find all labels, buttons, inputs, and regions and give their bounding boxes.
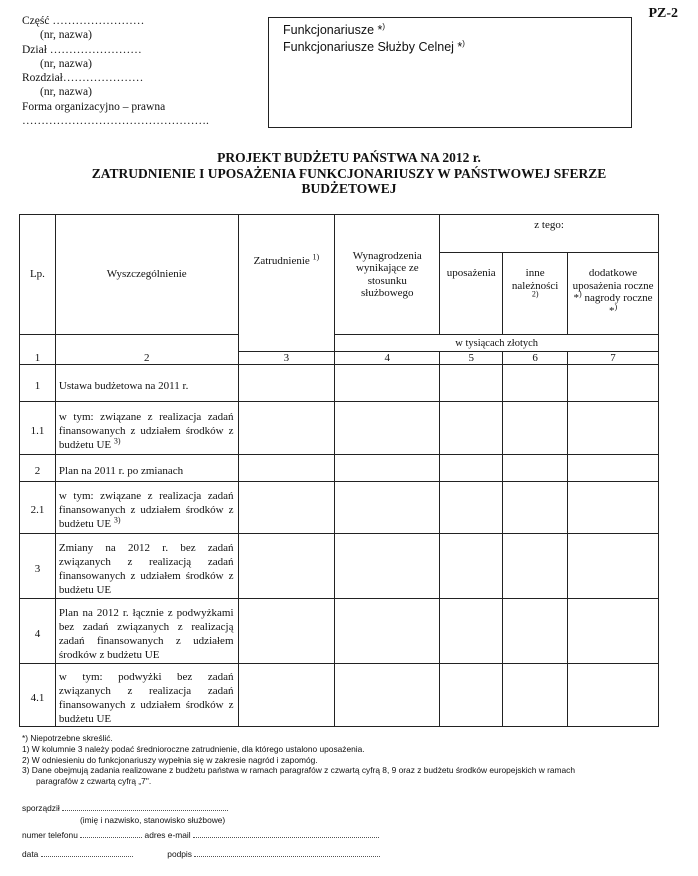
email-label: adres e-mail xyxy=(144,830,191,840)
row-description: Plan na 2012 r. łącznie z podwyżkami bez zadań związanych z realizacją zadań finansowanych z udziałem środków z budżetu UE xyxy=(55,599,238,664)
cell-employment[interactable] xyxy=(238,455,335,482)
header-description: Wyszczególnienie xyxy=(55,215,238,335)
forma-label: Forma organizacyjno – prawna xyxy=(22,100,166,113)
row-description: Ustawa budżetowa na 2011 r. xyxy=(55,365,238,402)
row-description: Zmiany na 2012 r. bez zadań związanych z realizacją zadań finansowanych z udziałem środków z budżetu UE xyxy=(55,534,238,599)
cell-salaries[interactable] xyxy=(335,365,440,402)
cell-salaries[interactable] xyxy=(335,664,440,727)
cell-employment[interactable] xyxy=(238,402,335,455)
cell-other-dues[interactable] xyxy=(503,365,568,402)
cell-annual-bonus[interactable] xyxy=(568,599,659,664)
col-number: 4 xyxy=(335,352,440,365)
dzial-field[interactable]: Dział …………………… xyxy=(22,43,142,56)
phone-field[interactable] xyxy=(80,837,142,838)
cell-annual-bonus[interactable] xyxy=(568,664,659,727)
row-description: w tym: związane z realizacja zadań finansowanych z udziałem środków z budżetu UE $^{3)}$ xyxy=(55,402,238,455)
header-of-which: z tego: xyxy=(440,215,659,253)
date-sign-line xyxy=(22,849,380,859)
rozdzial-field[interactable]: Rozdział………………… xyxy=(22,72,144,85)
header-annual-bonus: dodatkowe uposażenia roczne *) nagrody roczne *) xyxy=(568,253,659,335)
row-lp: 1.1 xyxy=(20,402,56,455)
table-row xyxy=(20,455,659,482)
prepared-by-field[interactable] xyxy=(62,810,228,811)
row-lp: 4 xyxy=(20,599,56,664)
row-description: w tym: związane z realizacja zadań finansowanych z udziałem środków z budżetu UE $^{3)}$ xyxy=(55,482,238,534)
cell-other-dues[interactable] xyxy=(503,599,568,664)
form-code: PZ-2 xyxy=(648,6,678,21)
cell-salaries[interactable] xyxy=(335,455,440,482)
cell-base-pay[interactable] xyxy=(440,599,503,664)
prepared-by-hint: (imię i nazwisko, stanowisko służbowe) xyxy=(80,815,226,825)
cell-employment[interactable] xyxy=(238,599,335,664)
header-employment: Zatrudnienie $^{1)}$ xyxy=(238,215,335,352)
table-row xyxy=(20,482,659,534)
title-line-2: ZATRUDNIENIE I UPOSAŻENIA FUNKCJONARIUSZY W PAŃSTWOWEJ SFERZE BUDŻETOWEJ xyxy=(91,165,607,196)
prepared-by-label: sporządził xyxy=(22,803,60,813)
cell-base-pay[interactable] xyxy=(440,534,503,599)
footnote: 2) W odniesieniu do funkcjonariuszy wypełnia się w zakresie nagród i zapomóg. xyxy=(22,754,318,765)
col-number: 2 xyxy=(55,352,238,365)
email-field[interactable] xyxy=(193,837,379,838)
column-numbers-row xyxy=(20,352,659,365)
cell-annual-bonus[interactable] xyxy=(568,365,659,402)
form-title xyxy=(0,150,698,197)
cell-employment[interactable] xyxy=(238,365,335,402)
row-lp: 4.1 xyxy=(20,664,56,727)
row-lp: 1 xyxy=(20,365,56,402)
rozdzial-hint: (nr, nazwa) xyxy=(40,86,92,99)
header-spacer-lp xyxy=(20,335,56,352)
header-spacer-desc xyxy=(55,335,238,352)
col-number: 5 xyxy=(440,352,503,365)
cell-salaries[interactable] xyxy=(335,482,440,534)
table-row xyxy=(20,599,659,664)
row-lp: 2 xyxy=(20,455,56,482)
category-officers[interactable]: Funkcjonariusze *) xyxy=(283,21,386,37)
phone-label: numer telefonu xyxy=(22,830,78,840)
cell-employment[interactable] xyxy=(238,482,335,534)
cell-employment[interactable] xyxy=(238,664,335,727)
cell-salaries[interactable] xyxy=(335,402,440,455)
table-row xyxy=(20,534,659,599)
prepared-by-line xyxy=(22,803,228,813)
table-row xyxy=(20,365,659,402)
dzial-hint: (nr, nazwa) xyxy=(40,57,92,70)
footnote: *) Niepotrzebne skreślić. xyxy=(22,733,113,743)
col-number: 3 xyxy=(238,352,335,365)
col-number: 6 xyxy=(503,352,568,365)
officer-category-box xyxy=(268,17,632,128)
col-number: 7 xyxy=(568,352,659,365)
forma-field[interactable]: …………………………………………. xyxy=(22,115,209,128)
cell-employment[interactable] xyxy=(238,534,335,599)
title-line-1: PROJEKT BUDŻETU PAŃSTWA NA 2012 r. xyxy=(217,150,481,165)
cell-salaries[interactable] xyxy=(335,534,440,599)
cell-other-dues[interactable] xyxy=(503,402,568,455)
signature-field[interactable] xyxy=(194,856,380,857)
cell-annual-bonus[interactable] xyxy=(568,482,659,534)
cell-other-dues[interactable] xyxy=(503,534,568,599)
cell-other-dues[interactable] xyxy=(503,455,568,482)
budget-classification xyxy=(22,14,209,128)
date-label: data xyxy=(22,849,39,859)
cell-base-pay[interactable] xyxy=(440,664,503,727)
footnote: paragrafów z czwartą cyfrą „7". xyxy=(36,776,152,787)
row-lp: 2.1 xyxy=(20,482,56,534)
cell-other-dues[interactable] xyxy=(503,482,568,534)
table-row xyxy=(20,402,659,455)
cell-base-pay[interactable] xyxy=(440,365,503,402)
row-lp: 3 xyxy=(20,534,56,599)
cell-salaries[interactable] xyxy=(335,599,440,664)
header-unit: w tysiącach złotych xyxy=(335,335,659,352)
signature-label: podpis xyxy=(167,849,192,859)
cell-annual-bonus[interactable] xyxy=(568,402,659,455)
footnotes xyxy=(22,733,575,787)
row-description: Plan na 2011 r. po zmianach xyxy=(55,455,238,482)
contact-line xyxy=(22,830,379,840)
col-number: 1 xyxy=(20,352,56,365)
cell-annual-bonus[interactable] xyxy=(568,455,659,482)
header-salaries: Wynagrodzenia wynikające ze stosunku służbowego xyxy=(335,215,440,335)
cell-base-pay[interactable] xyxy=(440,482,503,534)
employment-salary-table xyxy=(19,214,659,727)
header-other-dues: inne należności $^{2)}$ xyxy=(503,253,568,335)
cell-other-dues[interactable] xyxy=(503,664,568,727)
czesc-hint: (nr, nazwa) xyxy=(40,29,92,42)
czesc-field[interactable]: Część …………………… xyxy=(22,15,145,27)
table-row xyxy=(20,664,659,727)
footnote: 3) Dane obejmują zadania realizowane z budżetu państwa w ramach paragrafów z czwartą cyfrą 8, 9 oraz z budżetu środków europejskich w ramach xyxy=(22,765,576,776)
row-description: w tym: podwyżki bez zadań związanych z realizacja zadań finansowanych z udziałem środków z budżetu UE xyxy=(55,664,238,727)
cell-annual-bonus[interactable] xyxy=(568,534,659,599)
cell-base-pay[interactable] xyxy=(440,402,503,455)
category-customs-officers[interactable]: Funkcjonariusze Służby Celnej *) xyxy=(283,38,465,54)
cell-base-pay[interactable] xyxy=(440,455,503,482)
footnote: 1) W kolumnie 3 należy podać średnioroczne zatrudnienie, dla którego ustalono uposażenia. xyxy=(22,743,365,754)
header-lp: Lp. xyxy=(20,215,56,335)
header-base-pay: uposażenia xyxy=(440,253,503,335)
date-field[interactable] xyxy=(41,856,133,857)
